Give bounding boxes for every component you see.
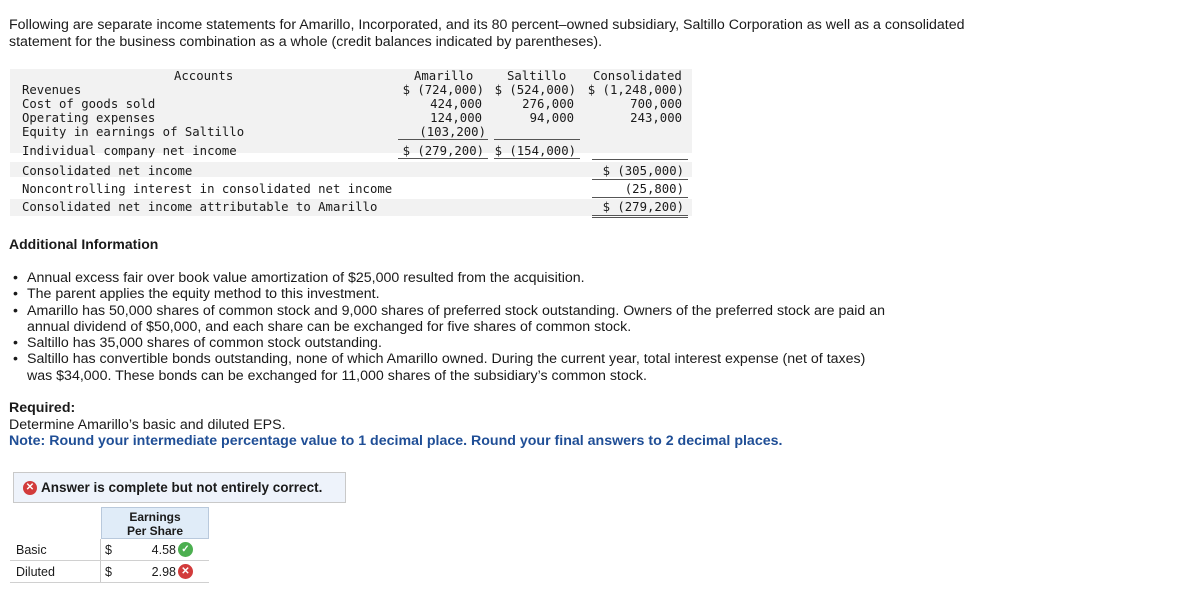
answer-status-text: Answer is complete but not entirely correct. <box>41 480 323 495</box>
table-row-diluted <box>10 561 209 583</box>
required-task: Determine Amarillo’s basic and diluted EPS. <box>9 416 286 433</box>
cell-consolidated: $ (1,248,000) <box>587 83 684 97</box>
eps-header-line1: Earnings <box>129 510 181 524</box>
cell-amarillo: 424,000 <box>430 97 482 111</box>
cell-amarillo: (103,200) <box>419 125 486 139</box>
header-accounts: Accounts <box>174 69 234 83</box>
currency-symbol: $ <box>105 543 112 557</box>
header-band <box>10 69 692 83</box>
row-label: Individual company net income <box>22 144 237 158</box>
row-label: Noncontrolling interest in consolidated net income <box>22 182 393 196</box>
eps-header-line2: Per Share <box>126 524 184 538</box>
eps-column-header <box>101 507 209 539</box>
cell-saltillo: $ (154,000) <box>494 144 576 158</box>
header-consolidated: Consolidated <box>593 69 682 83</box>
row-label: Revenues <box>22 83 82 97</box>
diluted-eps-input[interactable]: 2.98 <box>151 565 176 579</box>
row-label-basic: Basic <box>16 543 47 557</box>
row-label: Consolidated net income attributable to Amarillo <box>22 200 378 214</box>
total-rule <box>398 158 488 159</box>
list-item: • Saltillo has convertible bonds outstanding, none of which Amarillo owned. During the current year, total interest expense (net of taxes) was $34,000. These bonds can be exchanged for 11,000 shares of the subsidiary’s common stock. <box>9 351 889 384</box>
cell-consolidated: $ (279,200) <box>602 200 684 214</box>
cell-saltillo: 94,000 <box>529 111 574 125</box>
rounding-note: Note: Round your intermediate percentage value to 1 decimal place. Round your final answers to 2 decimal places. <box>9 433 783 449</box>
list-item: • The parent applies the equity method to this investment. <box>9 286 889 302</box>
cell-saltillo: 276,000 <box>522 97 574 111</box>
cell-amarillo: $ (279,200) <box>402 144 484 158</box>
basic-eps-input[interactable]: 4.58 <box>151 543 176 557</box>
required-section <box>9 400 782 450</box>
subtotal-rule <box>592 159 688 160</box>
header-saltillo: Saltillo <box>507 69 567 83</box>
subtotal-rule <box>592 197 688 198</box>
row-label: Cost of goods sold <box>22 97 156 111</box>
cell-amarillo: 124,000 <box>430 111 482 125</box>
list-item: • Amarillo has 50,000 shares of common stock and 9,000 shares of preferred stock outstanding. Owners of the preferred stock are paid an annual dividend of $50,000, and each share can be exchanged for five shares of common stock. <box>9 303 889 336</box>
cell-saltillo: $ (524,000) <box>494 83 576 97</box>
x-circle-icon: ✕ <box>23 481 37 495</box>
intro-paragraph: Following are separate income statements for Amarillo, Incorporated, and its 80 percent–owned subsidiary, Saltillo Corporation as well as a consolidated statement for the business combination as a whole (credit balances indicated by parentheses). <box>9 17 965 50</box>
header-amarillo: Amarillo <box>414 69 474 83</box>
row-label: Consolidated net income <box>22 164 193 178</box>
row-label-diluted: Diluted <box>16 565 55 579</box>
required-heading: Required: <box>9 400 76 416</box>
total-rule <box>494 158 580 159</box>
table-row-basic <box>10 539 209 561</box>
cell-consolidated: 700,000 <box>630 97 682 111</box>
subtotal-rule <box>494 139 580 140</box>
list-item: • Saltillo has 35,000 shares of common stock outstanding. <box>9 335 889 351</box>
total-rule <box>592 217 688 218</box>
subtotal-rule <box>592 179 688 180</box>
total-rule <box>592 215 688 216</box>
list-item: • Annual excess fair over book value amortization of $25,000 resulted from the acquisition. <box>9 270 889 286</box>
x-circle-icon: ✕ <box>178 564 193 579</box>
cell-consolidated: 243,000 <box>630 111 682 125</box>
cell-consolidated: (25,800) <box>624 182 684 196</box>
answer-status-banner <box>13 472 346 503</box>
row-label: Equity in earnings of Saltillo <box>22 125 245 139</box>
check-circle-icon: ✓ <box>178 542 193 557</box>
income-statement-table <box>10 69 692 219</box>
subtotal-rule <box>398 139 488 140</box>
cell-amarillo: $ (724,000) <box>402 83 484 97</box>
currency-symbol: $ <box>105 565 112 579</box>
row-label: Operating expenses <box>22 111 156 125</box>
additional-information-list <box>9 270 889 384</box>
additional-information-heading: Additional Information <box>9 236 159 252</box>
cell-consolidated: $ (305,000) <box>602 164 684 178</box>
